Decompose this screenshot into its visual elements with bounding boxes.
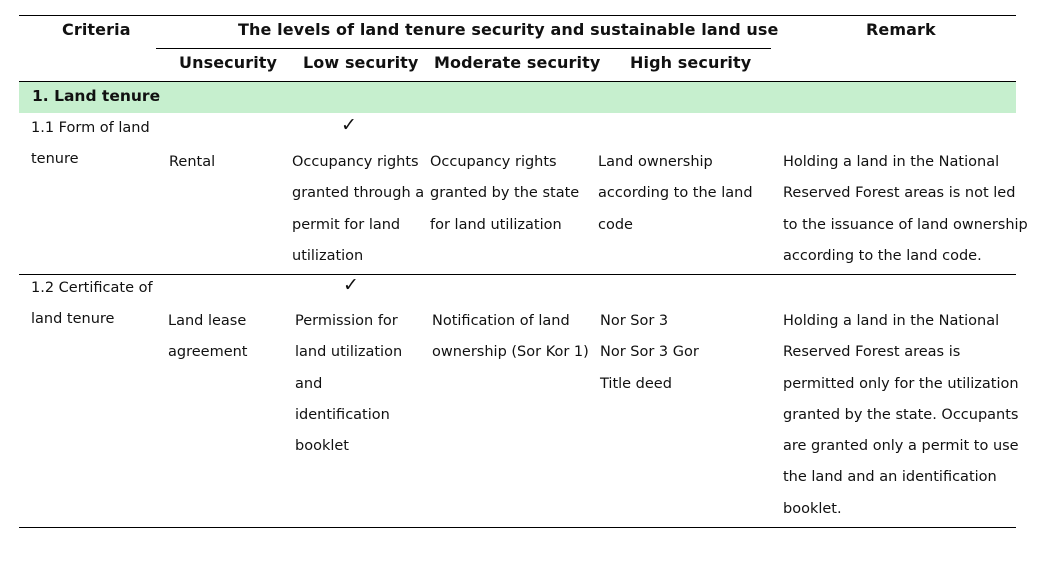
row1-high-line: according to the land <box>598 185 753 202</box>
row2-high-line: Title deed <box>600 375 672 392</box>
level-header-moderate-security: Moderate security <box>434 53 601 72</box>
levels-title-header: The levels of land tenure security and sustainable land use <box>238 20 779 39</box>
levels-header-rule <box>156 48 771 49</box>
row1-criteria <box>31 113 150 176</box>
row2-remark-line: Holding a land in the National <box>783 313 1000 329</box>
row1-moderate-line: Occupancy rights <box>430 154 557 170</box>
row1-low-line: granted through a <box>292 185 425 202</box>
row2-high-line: Nor Sor 3 <box>600 313 669 329</box>
row1-remark-line: according to the land code. <box>783 247 982 264</box>
row2-high-line: Nor Sor 3 Gor <box>600 344 699 361</box>
table-top-rule <box>19 15 1016 16</box>
level-header-high-security: High security <box>630 53 752 72</box>
row1-low-line: utilization <box>292 247 364 264</box>
row1-high-line: code <box>598 216 633 233</box>
row1-moderate-security <box>430 147 579 241</box>
row2-criteria-line: 1.2 Certificate of <box>31 280 153 296</box>
row2-low-security <box>295 306 402 462</box>
row-separator-rule <box>19 274 1016 275</box>
row1-remark-line: Holding a land in the National <box>783 154 1000 170</box>
row2-low-line: and <box>295 375 323 392</box>
row2-moderate-line: Notification of land <box>432 313 570 329</box>
row2-low-line: identification <box>295 406 390 423</box>
row1-moderate-line: granted by the state <box>430 185 580 202</box>
row2-moderate-security <box>432 306 589 369</box>
row2-low-line: Permission for <box>295 313 398 329</box>
row2-remark-line: the land and an identification <box>783 469 997 486</box>
row2-criteria <box>31 273 153 336</box>
row1-high-security <box>598 147 753 241</box>
table-bottom-rule <box>19 527 1016 528</box>
row2-low-line: booklet <box>295 438 349 455</box>
checkmark-icon: ✓ <box>341 114 357 136</box>
row2-unsecurity-line: Land lease <box>168 313 247 329</box>
row1-low-security <box>292 147 424 272</box>
row2-moderate-line: ownership (Sor Kor 1) <box>432 344 589 361</box>
remark-header: Remark <box>866 20 936 39</box>
criteria-header: Criteria <box>62 20 131 39</box>
row2-low-line: land utilization <box>295 344 403 361</box>
row2-remark <box>783 306 1019 525</box>
row2-high-security <box>600 306 699 400</box>
checkmark-icon: ✓ <box>343 274 359 296</box>
row1-low-line: permit for land <box>292 216 401 233</box>
level-header-low-security: Low security <box>303 53 419 72</box>
row1-remark-line: to the issuance of land ownership <box>783 216 1028 233</box>
row1-remark-line: Reserved Forest areas is not led <box>783 185 1016 202</box>
row1-remark <box>783 147 1028 272</box>
level-header-unsecurity: Unsecurity <box>179 53 278 72</box>
row1-low-line: Occupancy rights <box>292 154 419 170</box>
row2-remark-line: Reserved Forest areas is <box>783 344 961 361</box>
row2-remark-line: booklet. <box>783 500 842 517</box>
row1-unsecurity <box>169 147 215 178</box>
section-title: 1. Land tenure <box>32 87 161 105</box>
row2-unsecurity <box>168 306 248 369</box>
row1-unsecurity-line: Rental <box>169 154 216 170</box>
row2-remark-line: permitted only for the utilization <box>783 375 1019 392</box>
row2-criteria-line: land tenure <box>31 311 115 328</box>
row1-high-line: Land ownership <box>598 154 713 170</box>
row2-remark-line: granted by the state. Occupants <box>783 406 1019 423</box>
row2-remark-line: are granted only a permit to use <box>783 438 1019 455</box>
section-band <box>19 82 1016 113</box>
row1-criteria-line: tenure <box>31 151 79 168</box>
row1-criteria-line: 1.1 Form of land <box>31 120 150 136</box>
row1-moderate-line: for land utilization <box>430 216 562 233</box>
row2-unsecurity-line: agreement <box>168 344 248 361</box>
